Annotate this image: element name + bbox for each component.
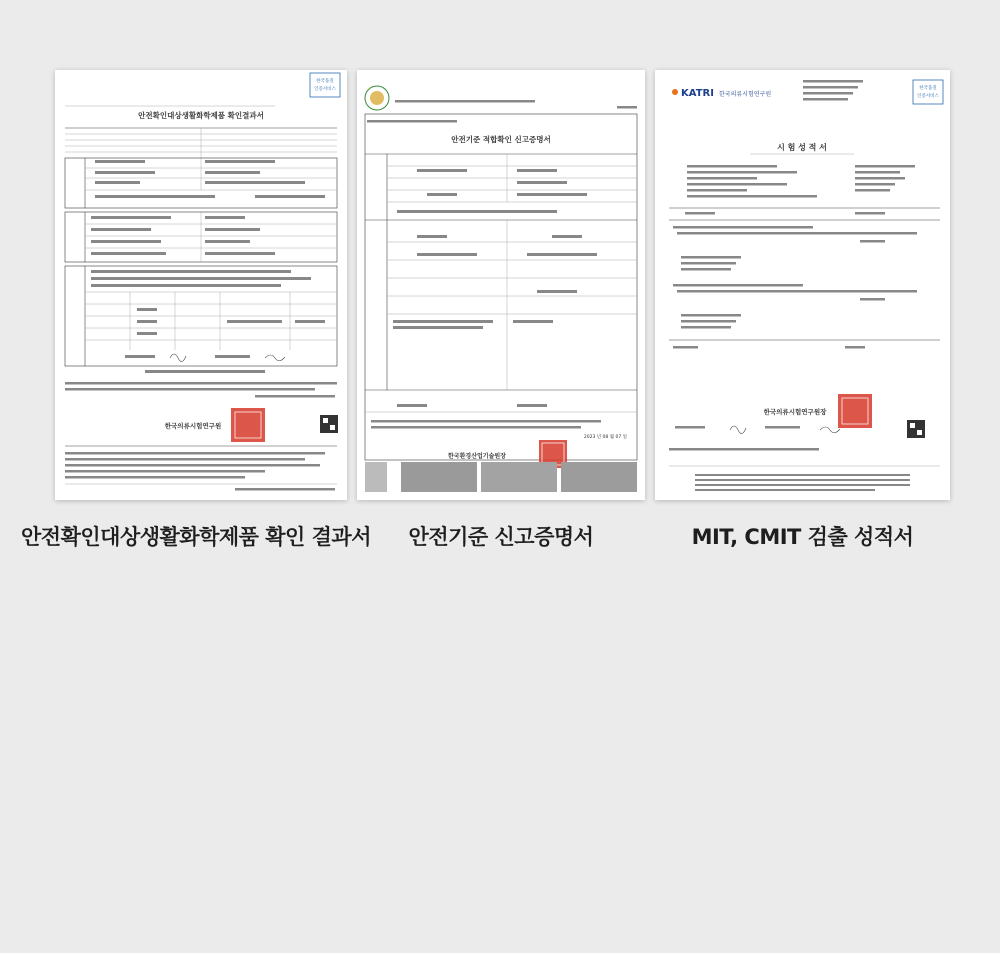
doc2-issuer: 한국환경산업기술원장 [448, 453, 506, 460]
document-card-safety-standard[interactable] [357, 70, 645, 500]
doc1-badge-line2: 인증서비스 [314, 87, 336, 92]
doc3-brand: KATRI [681, 88, 714, 99]
doc1-badge-line1: 한국품질 [316, 79, 334, 84]
doc3-title: 시 험 성 적 서 [777, 143, 827, 152]
caption-safety-standard: 안전기준 신고증명서 [408, 525, 594, 549]
doc1-issuer: 한국의류시험연구원 [164, 422, 222, 430]
confirmation-result-document-image [55, 70, 347, 500]
doc2-title: 안전기준 적합확인 신고증명서 [451, 135, 551, 144]
mit-cmit-report-document-image [655, 70, 950, 500]
doc3-badge-line1: 한국품질 [919, 86, 937, 91]
doc3-badge-line2: 인증서비스 [917, 94, 939, 99]
doc3-issuer: 한국의류시험연구원장 [763, 408, 827, 416]
doc2-date: 2023 년 08 월 07 일 [583, 435, 627, 440]
caption-mit-cmit-report: MIT, CMIT 검출 성적서 [691, 525, 914, 549]
caption-confirmation-result: 안전확인대상생활화학제품 확인 결과서 [21, 525, 371, 549]
doc3-brand-sub: 한국의류시험연구원 [719, 91, 772, 98]
document-card-mit-cmit-report[interactable] [655, 70, 950, 500]
document-card-confirmation-result[interactable] [55, 70, 347, 500]
safety-standard-document-image [357, 70, 645, 500]
doc1-title: 안전확인대상생활화학제품 확인결과서 [138, 111, 264, 120]
